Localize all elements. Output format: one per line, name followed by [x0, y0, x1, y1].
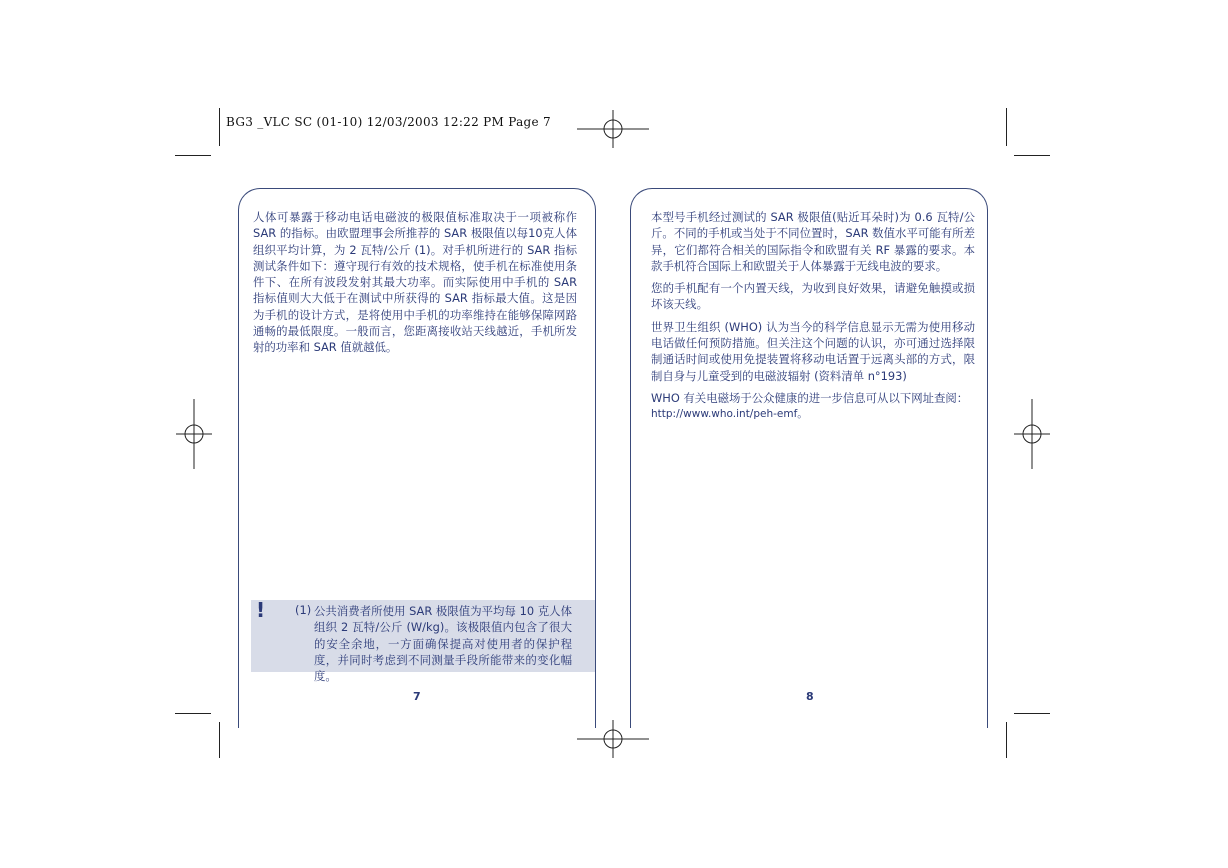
who-info-paragraph: WHO 有关电磁场于公众健康的进一步信息可从以下网址查阅： — [651, 390, 969, 405]
footnote-text: 公共消费者所使用 SAR 极限值为平均每 10 克人体组织 2 瓦特/公斤 (W/kg)。该极限值内包含了很大的安全余地，一方面确保提高对使用者的保护程度，并同时考虑到不同测量手段所能带来的变化幅度。 — [314, 604, 572, 684]
antenna-paragraph: 您的手机配有一个内置天线，为收到良好效果，请避免触摸或损坏该天线。 — [651, 281, 975, 312]
sar-explanation-paragraph: 人体可暴露于移动电话电磁波的极限值标准取决于一项被称作 SAR 的指标。由欧盟理事会所推荐的 SAR 极限值以每10克人体组织平均计算，为 2 瓦特/公斤 (1)。对手机所进行的 SAR 指标测试条件如下：遵守现行有效的技术规格，使手机在标准使用条件下、在所有波段发射其最大功率。而实际使用中手机的 SAR 指标值则大大低于在测试中所获得的 SAR 指标最大值。这是因为手机的设计方式，是将使用中手机的功率维持在能够保障网路通畅的最低限度。一般而言，您距离接收站天线越近，手机所发射的功率和 SAR 值就越低。 — [253, 210, 577, 355]
registration-mark-right — [1014, 399, 1050, 469]
crop-mark — [1006, 108, 1007, 146]
who-paragraph: 世界卫生组织 (WHO) 认为当今的科学信息显示无需为使用移动电话做任何预防措施。但关注这个问题的认识，亦可通过选择限制通话时间或使用免提装置将移动电话置于远离头部的方式，限制自身与儿童受到的电磁波辐射 (资料清单 n°193) — [651, 319, 975, 383]
right-page-body — [651, 209, 975, 429]
crop-mark — [175, 155, 211, 156]
page-number-left: 7 — [413, 690, 421, 703]
crop-mark — [175, 713, 211, 714]
crop-mark — [219, 722, 220, 758]
print-slug: BG3 _VLC SC (01-10) 12/03/2003 12:22 PM Page 7 — [226, 115, 551, 129]
exclamation-icon: ! — [256, 598, 266, 622]
sar-test-paragraph: 本型号手机经过测试的 SAR 极限值(贴近耳朵时)为 0.6 瓦特/公斤。不同的手机或当处于不同位置时，SAR 数值水平可能有所差异，它们都符合相关的国际指令和欧盟有关 RF 暴露的要求。本款手机符合国际上和欧盟关于人体暴露于无线电波的要求。 — [651, 210, 975, 273]
left-page-body — [253, 209, 577, 362]
registration-mark-left — [176, 399, 212, 469]
footnote-number: (1) — [295, 603, 312, 617]
page-number-right: 8 — [806, 690, 814, 703]
crop-mark — [1014, 713, 1050, 714]
crop-mark — [1006, 722, 1007, 758]
who-url-link[interactable]: http://www.who.int/peh-emf。 — [651, 408, 808, 421]
registration-mark-top — [577, 110, 649, 148]
crop-mark — [1014, 155, 1050, 156]
crop-mark — [219, 108, 220, 146]
